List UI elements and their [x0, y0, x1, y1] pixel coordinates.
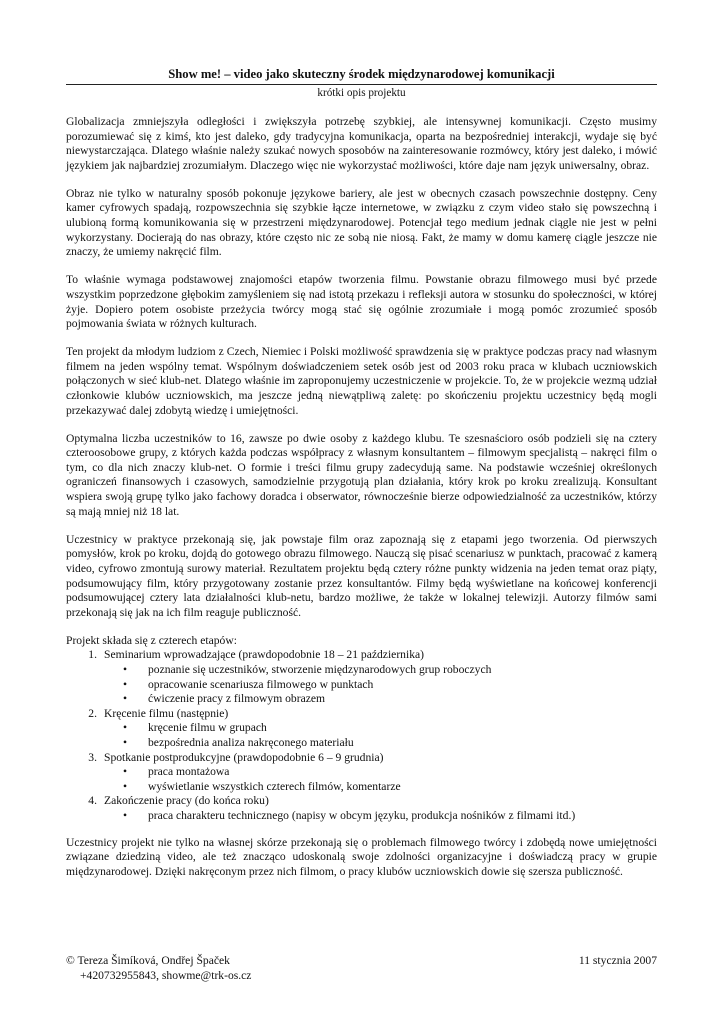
bullet-text: poznanie się uczestników, stworzenie międzynarodowych grup roboczych	[148, 663, 492, 676]
paragraph: Ten projekt da młodym ludziom z Czech, Niemiec i Polski możliwość sprawdzenia się w praktyce podczas pracy nad własnym filmem na jeden wspólny temat. Wspólnym doświadczeniem setek osób jest od 2003 roku praca w klubach uczniowskich połączonych w sieć klub-net. Dlatego właśnie im zaproponujemy uczestniczenie w projekcie. To, że w projekcie wezmą udział członkowie klubów uczniowskich, ma jeszcze jedną niewątpliwą zaletę: po skończeniu projektu uczestnicy będą mogli przekazywać dalej zdobytą wiedzę i umiejętności.	[66, 345, 657, 417]
bullet-text: bezpośrednia analiza nakręconego materiału	[148, 735, 354, 749]
document-subtitle: krótki opis projektu	[317, 87, 406, 99]
footer-date: 11 stycznia 2007	[578, 954, 657, 967]
bullet-item	[66, 721, 657, 736]
stage-number: 2.	[88, 706, 97, 720]
bullet-text: ćwiczenie pracy z filmowym obrazem	[148, 692, 326, 706]
bullet-item	[66, 765, 657, 780]
bullet-icon: •	[122, 808, 127, 822]
paragraph: Uczestnicy w praktyce przekonają się, jak powstaje film oraz zapoznają się z etapami jego tworzenia. Od pierwszych pomysłów, krok po kroku, dojdą do gotowego obrazu filmowego. Nauczą się pisać scenariusz w punktach, pracować z kamerą video, cyfrowo zmontują surowy materiał. Rezultatem projektu będą cztery różne punkty widzenia na jeden temat oraz piąty, podsumowujący film, który przygotowany zostanie przez konsultantów. Filmy będą wyświetlane na końcowej konferencji podsumowującej cztery lata działalności klub-netu, bardzo możliwe, że także w lokalnej telewizji. Autorzy filmów sami przekonają się jak na ich film reaguje publiczność.	[66, 532, 657, 619]
bullet-text: kręcenie filmu w grupach	[148, 721, 267, 735]
stage-number: 3.	[88, 750, 97, 764]
stage-number: 4.	[88, 794, 97, 808]
footer-authors: © Tereza Šimíková, Ondřej Špaček	[66, 954, 230, 967]
bullet-icon: •	[122, 721, 127, 735]
document-title: Show me! – video jako skuteczny środek międzynarodowej komunikacji	[168, 67, 555, 81]
bullet-icon: •	[122, 765, 127, 779]
stages-intro: Projekt składa się z czterech etapów:	[66, 633, 237, 647]
bullet-text: wyświetlanie wszystkich czterech filmów, komentarze	[148, 779, 401, 793]
bullet-icon: •	[122, 692, 127, 706]
bullet-item	[66, 692, 657, 707]
paragraph: Optymalna liczba uczestników to 16, zawsze po dwie osoby z każdego klubu. Te szesnaścioro osób podzieli się na cztery czteroosobowe grupy, z których każda podczas współpracy z własnym konsultantem – filmowym specjalistą – nakręci film o tym, co dla nich znaczy klub-net. O formie i treści filmu grupy zadecydują same. Na podstawie wcześniej określonych ograniczeń finansowych i czasowych, samodzielnie przygotują plan działania, który krok po kroku zrealizują. Konsultant wspiera swoją grupę tylko jako fachowy doradca i obserwator, równocześnie bierze odpowiedzialność za uczestników, którzy są mają mniej niż 18 lat.	[66, 431, 657, 518]
paragraph: Obraz nie tylko w naturalny sposób pokonuje językowe bariery, ale jest w obecnych czasach powszechnie dostępny. Ceny kamer cyfrowych spadają, rozpowszechnia się szybkie łącze internetowe, w związku z czym video stało się powszechną i ulubioną formą komunikowania się w przestrzeni międzynarodowej. Potencjał tego medium jednak ciągle nie jest w pełni wykorzystany. Docierają do nas obrazy, które często nic ze sobą nie niosą. Fakt, że mamy w domu kamerę ciągle jeszcze nie znaczy, że umiemy nakręcić film.	[66, 186, 657, 259]
closing-paragraph: Uczestnicy projekt nie tylko na własnej skórze przekonają się o problemach filmowego twórcy i zdobędą nowe umiejętności związane dziedziną video, ale też znacząco udoskonalą swoje zdolności organizacyjne i doświadczą pracy w grupie międzynarodowej. Dzięki nakręconym przez nich filmom, o pracy klubów uczniowskich dowie się szersza publiczność.	[66, 835, 657, 878]
footer-contact: +420732955843, showme@trk-os.cz	[80, 969, 252, 982]
title-divider	[66, 84, 657, 85]
bullet-item	[66, 736, 657, 751]
paragraph: Globalizacja zmniejszyła odległości i zwiększyła potrzebę szybkiej, ale intensywnej komunikacji. Często musimy porozumiewać się z kimś, kto jest daleko, gdy tradycyjna komunikacja, oparta na bezpośredniej interakcji, wydaje się być niewystarczająca. Dlatego właśnie należy szukać nowych sposobów na zainteresowanie rozmówcy, który jest daleko, i mówić językiem jak najbardziej zrozumiałym. Dlaczego więc nie wykorzystać możliwości, które daje nam język uniwersalny, obraz.	[66, 115, 657, 172]
stage-title: Kręcenie filmu (następnie)	[104, 706, 229, 720]
stage-item	[66, 707, 657, 751]
bullet-icon: •	[122, 677, 127, 691]
bullet-item	[66, 780, 657, 795]
stage-number: 1.	[88, 648, 97, 662]
stage-item	[66, 648, 657, 706]
stage-title: Seminarium wprowadzające (prawdopodobnie 18 – 21 października)	[104, 648, 424, 662]
stage-title: Zakończenie pracy (do końca roku)	[104, 794, 269, 808]
stage-item	[66, 794, 657, 823]
bullet-icon: •	[122, 735, 127, 749]
bullet-item	[66, 663, 657, 678]
stages-list	[66, 648, 657, 823]
document-body	[66, 115, 657, 893]
stage-title: Spotkanie postprodukcyjne (prawdopodobnie 6 – 9 grudnia)	[104, 750, 384, 764]
bullet-item	[66, 678, 657, 693]
bullet-text: praca charakteru technicznego (napisy w obcym języku, produkcja nośników z filmami itd.)	[148, 808, 576, 822]
bullet-item	[66, 809, 657, 824]
bullet-text: praca montażowa	[148, 765, 230, 779]
bullet-icon: •	[122, 663, 127, 676]
footer-authors-block	[66, 953, 251, 983]
bullet-text: opracowanie scenariusza filmowego w punktach	[148, 677, 374, 691]
stage-item	[66, 751, 657, 795]
bullet-icon: •	[122, 779, 127, 793]
paragraph: To właśnie wymaga podstawowej znajomości etapów tworzenia filmu. Powstanie obrazu filmowego musi być przede wszystkim poprzedzone głębokim zamyśleniem się nad istotą przekazu i refleksji autora w stosunku do społeczności, w której żyje. Dopiero potem osobiste przeżycia twórcy mogą stać się ogólnie zrozumiałe i mogą pomóc zrozumieć sposób pojmowania świata w różnych kulturach.	[66, 273, 657, 331]
